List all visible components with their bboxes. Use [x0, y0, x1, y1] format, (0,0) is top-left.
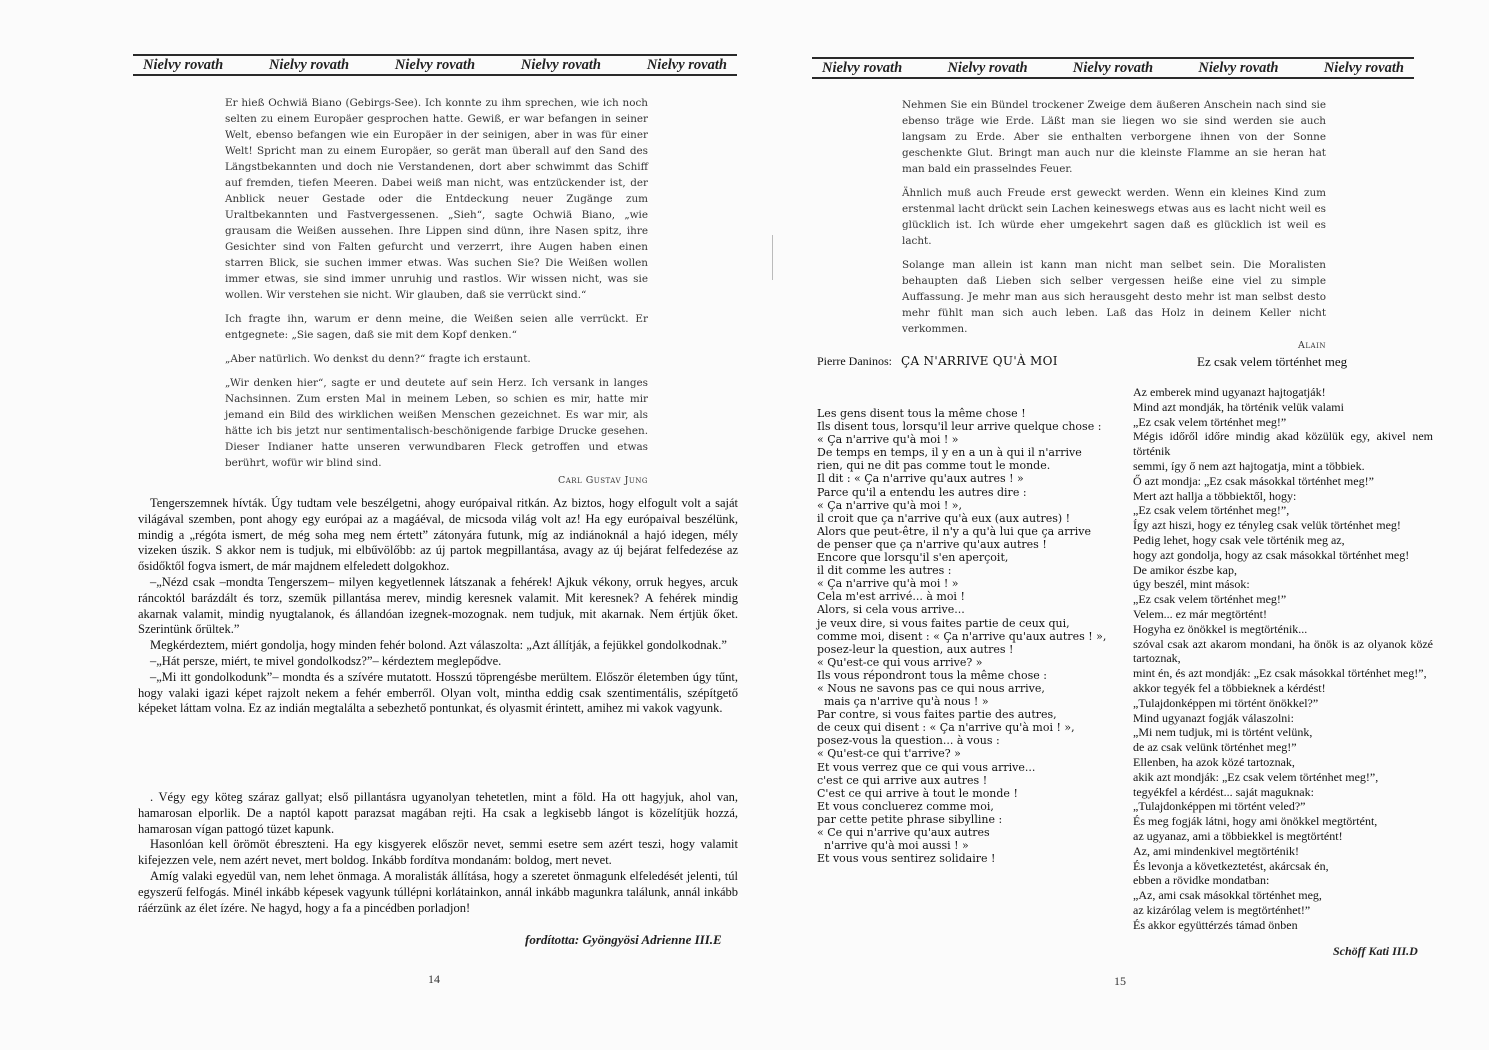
paragraph: . Végy egy köteg száraz gallyat; első pillantásra ugyanolyan tehetetlen, mint a föld. Ha ott hagyjuk, ahol van, hamarosan elporlik. De a naptól kapott parazsat magában rejti. Ha csak a legkisebb lángot is közelítjük hozzá, hamarosan vígan pattogó tüzet kapunk. [138, 790, 738, 836]
poem-line: Et vous concluerez comme moi, [817, 799, 994, 813]
page-number: 14 [428, 972, 440, 986]
header-label: Nielvy rovath [394, 56, 476, 73]
poem-line: « Ce qui n'arrive qu'aux autres [817, 826, 990, 839]
german-excerpt [902, 97, 1326, 354]
poem-line: „Ez csak velem történhet meg!” [1133, 592, 1287, 607]
author-attribution: Alain [1298, 340, 1326, 351]
poem-line: „Ez csak velem történhet meg!”, [1133, 503, 1290, 518]
poem-line: il croit que ça n'arrive qu'à eux (aux autres) ! [817, 511, 1071, 525]
poem-line: comme moi, disent : « Ça n'arrive qu'aux autres ! », [817, 629, 1107, 643]
poem-line: de az csak velünk történhet meg!” [1133, 740, 1297, 755]
poem-line: És levonja a következtetést, akárcsak én, [1133, 858, 1329, 873]
poem-line: Ils vous répondront tous la même chose : [817, 668, 1047, 682]
french-poem [817, 407, 1106, 865]
german-excerpt [225, 95, 648, 489]
poem-line: je veux dire, si vous faites partie de ceux qui, [817, 616, 1070, 630]
poem-line: az ugyanaz, ami a többiekkel is megtörtént! [1133, 828, 1343, 843]
poem-line: Az emberek mind ugyanazt hajtogatják! [1133, 385, 1326, 399]
paragraph: „Wir denken hier“, sagte er und deutete auf sein Herz. Ich versank in langes Nachsinnen. Zum ersten Mal in meinem Leben, so schien es mir, hatte mir jemand ein Bild des wirklichen weißen Menschen gezeichnet. Es war mir, als hätte ich bis jetzt nur sentimentalisch-beschönigende farbige Drucke gesehen. Dieser Indianer hatte unseren verwundbaren Fleck getroffen und etwas berührt, wofür wir blind sind. [225, 377, 648, 469]
poem-line: Így azt hiszi, hogy ez tényleg csak velük történhet meg! [1133, 518, 1401, 533]
author-attribution: Carl Gustav Jung [557, 475, 648, 486]
poem-line: Alors que peut-être, il n'y a qu'à lui que ça arrive [817, 524, 1091, 538]
header-label: Nielvy rovath [822, 59, 903, 76]
poem-line: « Qu'est-ce qui vous arrive? » [817, 655, 983, 669]
poem-line: Et vous vous sentirez solidaire ! [817, 852, 996, 866]
poem-line: Alors, si cela vous arrive... [817, 603, 965, 617]
poem-line: mint én, és azt mondják: „Ez csak másokkal történhet meg!”, [1133, 666, 1427, 681]
translator-signature: Schöff Kati III.D [1333, 944, 1418, 958]
poem-line: „Ez csak velem történhet meg!” [1133, 414, 1287, 429]
poem-line: Ő azt mondja: „Ez csak másokkal történhet meg!” [1133, 473, 1374, 488]
paragraph: Megkérdeztem, miért gondolja, hogy minden fehér bolond. Azt válaszolta: „Azt állítják, a fejükkel gondolkodnak.” [150, 638, 727, 653]
poem-line: Les gens disent tous la même chose ! [817, 407, 1026, 420]
paragraph: –„Mi itt gondolkodunk”– mondta és a szívére mutatott. Hosszú töprengésbe merültem. Először életemben úgy tűnt, hogy valaki igazi képet rajzolt nekem a fehér emberről. Olyan volt, mintha eddig csak szentimentális, szépítgető képeket láttam volna. Ez az indián megtalálta a sebezhető pontunkat, és olyasmit érintett, amihez mi vakok vagyunk. [138, 669, 738, 716]
poem-line: n'arrive qu'à moi aussi ! » [817, 839, 969, 853]
poem-line: c'est ce qui arrive aux autres ! [817, 773, 988, 787]
hungarian-translation-1 [138, 496, 738, 717]
poem-line: Ils disent tous, lorsqu'il leur arrive quelque chose : [817, 420, 1102, 434]
header-label: Nielvy rovath [646, 56, 727, 73]
poem-line: Cela m'est arrivé... à moi ! [817, 590, 965, 604]
poem-line: Parce qu'il a entendu les autres dire : [817, 485, 1027, 499]
poem-line: Par contre, si vous faites partie des autres, [817, 708, 1057, 722]
poem-line: Pedig lehet, hogy csak vele történik meg az, [1133, 532, 1345, 547]
poem-line: az kizárólag velem is megtörténhet!” [1133, 902, 1311, 917]
hungarian-poem-title: Ez csak velem történhet meg [1197, 354, 1348, 369]
poem-line: posez-vous la question... à vous : [817, 734, 1000, 748]
paragraph: Tengerszemnek hívták. Úgy tudtam vele beszélgetni, ahogy európaival ritkán. Az biztos, hogy elfogult volt a saját világával szemben, pont ahogy egy európai az a magáéval, de micsoda világ volt az! Ha egy európaival beszélünk, mindig a „régóta ismert, de még soha meg nem értett” zátonyára futunk, míg az indiánoknál a hajó idegen, mély vizeken úszik. S akkor nem is tudjuk, mi elbűvölőbb: az új partok megpillantása, avagy az új bejárat felfedezése az ősidőktől fogva ismert, de már majdnem elfeledett dolgokhoz. [138, 496, 738, 574]
poem-line: „Az, ami csak másokkal történhet meg, [1133, 888, 1322, 903]
header-label: Nielvy rovath [520, 56, 601, 73]
poem-line: Mind azt mondják, ha történik velük valami [1133, 399, 1344, 414]
right-page [760, 0, 1489, 1050]
paragraph: „Aber natürlich. Wo denkst du denn?“ fragte ich erstaunt. [225, 353, 531, 365]
header-label: Nielvy rovath [268, 56, 350, 73]
paragraph: Er hieß Ochwiä Biano (Gebirgs-See). Ich konnte zu ihm sprechen, wie ich noch selten zu einem Europäer gesprochen hatte. Gewiß, er war befangen in seiner Welt, ebenso befangen wie ein Europäer in der seinigen, aber in was für einer Welt! Spricht man zu einem Europäer, so gerät man überall auf den Sand des Längstbekannten und doch nie Verstandenen, dort aber schwimmt das Schiff auf fremden, tiefen Meeren. Dabei weiß man nicht, was entzückender ist, der Anblick neuer Gestade oder die Entdeckung neuer Zugänge zum Uraltbekannten und Fastvergessenen. „Sieh“, sagte Ochwiä Biano, „wie grausam die Weißen aussehen. Ihre Lippen sind dünn, ihre Nasen spitz, ihre Gesichter sind von Falten gefurcht und verzerrt, ihre Augen haben einen starren Blick, sie suchen immer etwas. Was suchen Sie? Die Weißen wollen immer etwas, sie sind immer unruhig und rastlos. Wir wissen nicht, was sie wollen. Wir verstehen sie nicht. Wir glauben, daß sie verrückt sind.“ [225, 97, 648, 301]
header-label: Nielvy rovath [1198, 59, 1279, 76]
poem-line: És akkor együttérzés támad önben [1133, 917, 1298, 932]
poem-line: Il dit : « Ça n'arrive qu'aux autres ! » [817, 472, 1024, 486]
paragraph: Solange man allein ist kann man nicht man selbet sein. Die Moralisten behaupten daß Lieben sich selber vergessen heiße eine viel zu simple Auffassung. Je mehr man aus sich herausgeht desto mehr ist man selbst desto mehr fühlt man sich auch leben. Laß das Holz in deinem Keller nicht verkommen. [902, 259, 1326, 335]
poem-line: És meg fogják látni, hogy ami önökkel megtörtént, [1133, 814, 1378, 829]
poem-line: posez-leur la question, aux autres ! [817, 642, 1014, 656]
poem-line: úgy beszél, mint mások: [1133, 577, 1250, 592]
poem-line: semmi, így ő nem azt hajtogatja, mint a többiek. [1133, 458, 1365, 473]
paragraph: –„Nézd csak –mondta Tengerszem– milyen kegyetlennek látszanak a fehérek! Ajkuk vékony, orruk hegyes, arcuk ráncoktól barázdált és torz, szemük pillantása merev, mindig keresnek valamit. Mit keresnek? A fehérek mindig akarnak valamit, mindig nyugtalanok, és állandóan izegnek-mozognak. nem tudjuk, mit akarnak. Nem értjük őket. Szerintünk őrültek.” [138, 574, 738, 637]
french-author: Pierre Daninos: [817, 354, 892, 368]
poem-line: Mégis időről időre mindig akad közülük egy, akivel nem történik [1133, 429, 1433, 459]
poem-line: „Tulajdonképpen mi történt önökkel?” [1133, 695, 1319, 710]
poem-line: « Ça n'arrive qu'à moi ! » [817, 433, 959, 447]
paragraph: Ich fragte ihn, warum er denn meine, die Weißen seien alle verrückt. Er entgegnete: „Sie sagen, daß sie mit dem Kopf denken.“ [225, 313, 648, 341]
poem-line: Encore que lorsqu'il s'en aperçoit, [817, 551, 1009, 565]
poem-line: par cette petite phrase sibylline : [817, 812, 1003, 826]
poem-line: de penser que ça n'arrive qu'aux autres ! [817, 537, 1047, 551]
poem-line: Az, ami mindenkivel megtörténik! [1133, 843, 1299, 858]
poem-line: hogy azt gondolja, hogy az csak másokkal történhet meg! [1133, 547, 1410, 562]
poem-line: « Ça n'arrive qu'à moi ! » [817, 577, 959, 591]
paragraph: Nehmen Sie ein Bündel trockener Zweige dem äußeren Anschein nach sind sie ebenso träge wie Erde. Läßt man sie liegen wo sie sind werden sie auch langsam zu Erde. Aber sie enthalten verborgene ihnen von der Sonne geschenkte Glut. Bringt man auch nur die kleinste Flamme an sie heran hat man bald ein prasselndes Feuer. [902, 99, 1326, 175]
poem-line: akkor tegyék fel a többieknek a kérdést! [1133, 680, 1326, 695]
poem-line: Mert azt hallja a többiektől, hogy: [1133, 488, 1297, 503]
french-title: ÇA N'ARRIVE QU'À MOI [900, 354, 1058, 368]
poem-line: mais ça n'arrive qu'à nous ! » [817, 695, 989, 709]
poem-line: „Mi nem tudjuk, mi is történt velünk, [1133, 725, 1313, 740]
poem-line: « Nous ne savons pas ce qui nous arrive, [817, 681, 1045, 695]
poem-line: De temps en temps, il y en a un à qui il n'arrive [817, 446, 1082, 460]
poem-line: de ceux qui disent : « Ça n'arrive qu'à moi ! », [817, 721, 1075, 735]
poem-line: tegyékfel a kérdést... saját maguknak: [1133, 784, 1314, 799]
poem-line: Hogyha ez önökkel is megtörténik... [1133, 621, 1308, 636]
poem-line: akik azt mondják: „Ez csak velem történhet meg!”, [1133, 769, 1379, 784]
poem-line: Velem... ez már megtörtént! [1133, 606, 1267, 621]
poem-line: Et vous verrez que ce qui vous arrive... [817, 760, 1036, 774]
hungarian-translation-2 [138, 790, 738, 916]
poem-line: szóval csak azt akarom mondani, ha önök is az olyanok közé tartoznak, [1133, 636, 1433, 666]
hungarian-poem [1133, 385, 1433, 932]
paragraph: Amíg valaki egyedül van, nem lehet önmaga. A moralisták állítása, hogy a szeretet önmagunk elfeledését jelenti, túl egyszerű felfogás. Minél inkább képesek vagyunk túllépni korlátainkon, annál inkább magunkra találunk, annál inkább ráérzünk az élet ízére. Ne hagyd, hogy a fa a pincédben porladjon! [138, 868, 738, 915]
header-label: Nielvy rovath [143, 56, 224, 73]
header-label: Nielvy rovath [1072, 59, 1154, 76]
poem-line: il dit comme les autres : [817, 564, 952, 578]
poem-line: „Tulajdonképpen mi történt veled?” [1133, 799, 1306, 814]
poem-line: De amikor észbe kap, [1133, 562, 1237, 577]
header-label: Nielvy rovath [1323, 59, 1404, 76]
poem-line: C'est ce qui arrive à tout le monde ! [817, 786, 1018, 800]
paragraph: Ähnlich muß auch Freude erst geweckt werden. Wenn ein kleines Kind zum erstenmal lacht drückt sein Lachen keineswegs etwas aus es lacht nicht weil es glücklich ist. Ich würde eher umgekehrt sagen daß es glücklich ist weil es lacht. [902, 187, 1326, 247]
poem-line: rien, qui ne dit pas comme tout le monde. [817, 459, 1051, 473]
paragraph: Hasonlóan kell örömöt ébreszteni. Ha egy kisgyerek először nevet, semmi esetre sem azért teszi, hogy valamit kifejezzen vele, nem azért nevet, mert boldog. Inkább fordítva mondanám: boldog, mert nevet. [138, 837, 738, 868]
poem-line: Ellenben, ha azok közé tartoznak, [1133, 754, 1295, 769]
section-header [133, 54, 737, 76]
french-poem-title [817, 354, 1058, 369]
poem-line: ebben a rövidke mondatban: [1133, 873, 1270, 888]
header-label: Nielvy rovath [947, 59, 1028, 76]
section-header [812, 57, 1414, 79]
paragraph: –„Hát persze, miért, te mivel gondolkodsz?”– kérdeztem meglepődve. [150, 653, 502, 668]
poem-line: « Ça n'arrive qu'à moi ! », [817, 498, 963, 512]
poem-line: « Qu'est-ce qui t'arrive? » [817, 747, 961, 761]
poem-line: Mind ugyanazt fogják válaszolni: [1133, 710, 1294, 725]
page-number: 15 [1114, 974, 1126, 988]
translator-signature: fordította: Gyöngyösi Adrienne III.E [525, 932, 722, 947]
